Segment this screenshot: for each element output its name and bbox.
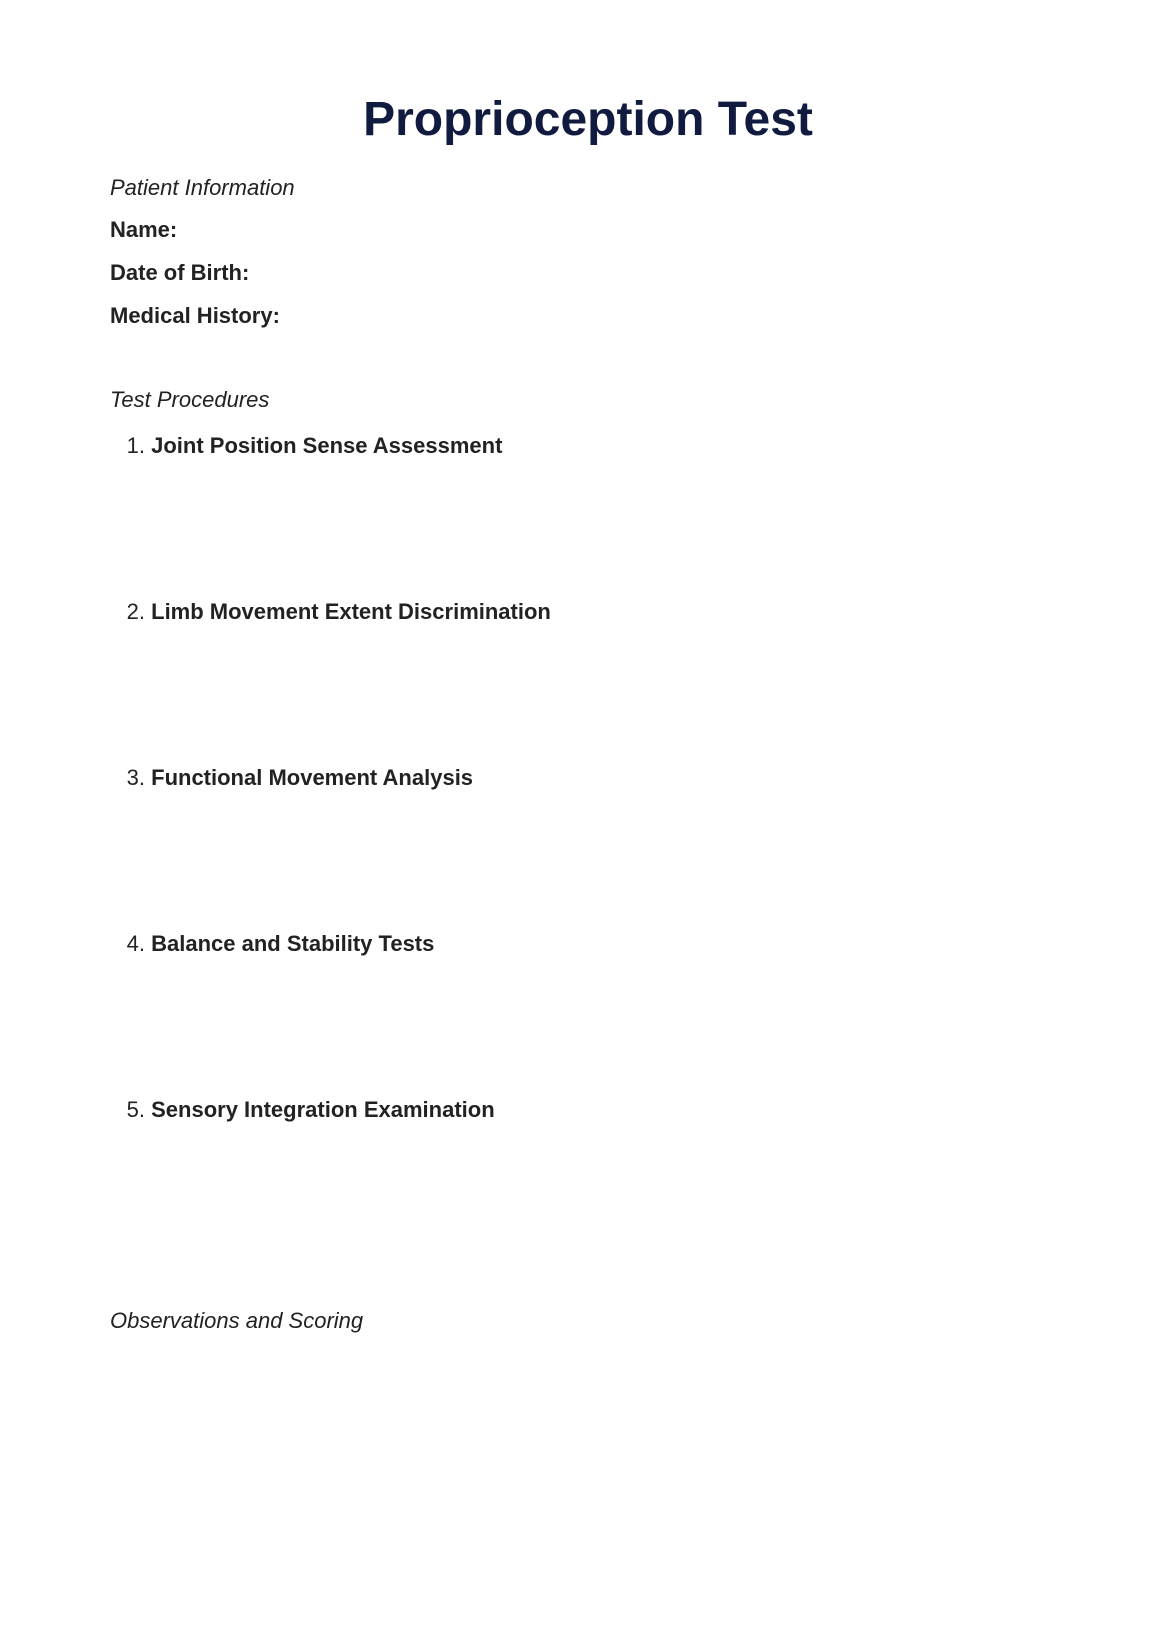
procedure-item	[110, 598, 551, 626]
name-field-label: Name:	[110, 217, 178, 242]
procedure-item	[110, 764, 473, 792]
patient-information-heading: Patient Information	[110, 175, 295, 200]
observations-heading: Observations and Scoring	[110, 1308, 364, 1333]
test-procedures-heading: Test Procedures	[110, 387, 270, 412]
page-title: Proprioception Test	[363, 93, 813, 146]
procedure-item	[110, 1096, 495, 1124]
procedure-item	[110, 432, 502, 460]
procedure-number: 3.	[126, 765, 145, 790]
procedure-number: 2.	[126, 599, 145, 624]
procedure-label: Functional Movement Analysis	[151, 765, 474, 790]
procedure-number: 5.	[126, 1097, 145, 1122]
procedure-item	[110, 930, 434, 958]
medical-history-field-label: Medical History:	[110, 303, 280, 328]
procedure-label: Joint Position Sense Assessment	[151, 433, 503, 458]
procedure-number: 4.	[126, 931, 145, 956]
date-of-birth-field-label: Date of Birth:	[110, 260, 250, 285]
procedure-label: Sensory Integration Examination	[151, 1097, 495, 1122]
procedure-number: 1.	[126, 433, 145, 458]
procedure-label: Limb Movement Extent Discrimination	[151, 599, 551, 624]
procedure-label: Balance and Stability Tests	[151, 931, 435, 956]
